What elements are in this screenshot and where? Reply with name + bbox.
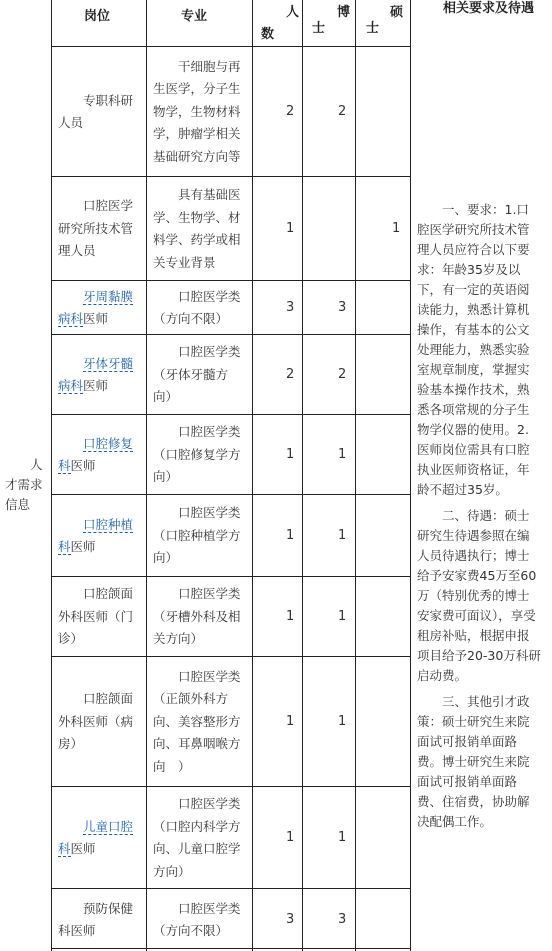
requirements-para-3: 三、其他引才政策：硕士研究生来院面试可报销单面路费。博士研究生来院面试可报销单面路费、住宿费，协助解决配偶工作。 — [417, 694, 530, 829]
major-text: 关方向） — [153, 631, 204, 647]
count-value: 1 — [286, 221, 295, 236]
major-text: 向、美容整形方 — [153, 713, 241, 729]
major-text: 口腔医学类 — [178, 668, 241, 684]
position-suffix: 医师 — [70, 458, 96, 473]
vline-major — [252, 0, 253, 951]
position-text: 口腔颌面 — [83, 691, 134, 707]
master-value: 1 — [392, 221, 401, 236]
position-cell — [58, 286, 144, 331]
position-text: 外科医师（门 — [58, 608, 134, 624]
major-text: 学、生物学、材 — [153, 209, 241, 225]
requirements-para-1: 一、要求：1.口腔医学研究所技术管理人员应符合以下要求：年龄35岁及以下，有一定的英语阅读能力，熟悉计算机操作，有基本的公文处理能力，熟悉实验室规章制度，掌握实验基本操作技术，熟悉各项常规的分子生物学仪器的使用。2.医师岗位需具有口腔执业医师资格证，年龄不超过35岁。 — [417, 202, 530, 497]
position-text: 口腔医学 — [83, 198, 134, 214]
position-cell — [58, 353, 144, 398]
position-suffix: 医师 — [83, 311, 109, 326]
major-text: 方向） — [153, 863, 191, 879]
position-link[interactable]: 科 — [58, 458, 71, 473]
major-text: （牙槽外科及相 — [153, 608, 241, 624]
major-cell — [153, 502, 250, 570]
position-suffix: 医师 — [70, 841, 96, 856]
position-suffix: 医师 — [70, 539, 96, 554]
major-text: （口腔修复学方 — [153, 446, 241, 462]
phd-value: 1 — [338, 528, 347, 543]
position-text: 专职科研 — [83, 92, 134, 108]
count-value: 1 — [286, 714, 295, 729]
phd-value: 3 — [338, 300, 347, 315]
phd-value: 3 — [338, 912, 347, 927]
major-text: （牙体牙髓方 — [153, 366, 229, 382]
position-link[interactable]: 科 — [58, 539, 71, 554]
position-text: 口腔颌面 — [83, 586, 134, 602]
section-label-2: 才需求 — [5, 477, 43, 492]
major-cell — [153, 793, 250, 883]
position-text: 人员 — [58, 115, 84, 130]
major-text: 学，肿瘤学相关 — [153, 126, 241, 142]
position-cell — [58, 816, 144, 861]
major-text: （方向不限） — [153, 923, 229, 938]
header-count-2: 数 — [261, 27, 275, 42]
vline-master — [410, 0, 411, 951]
major-text: 向） — [153, 389, 179, 405]
phd-value: 1 — [338, 830, 347, 845]
position-text: 理人员 — [58, 243, 96, 259]
position-link[interactable]: 病科 — [58, 311, 84, 326]
major-cell — [153, 286, 250, 331]
major-text: 口腔医学类 — [178, 505, 241, 521]
major-text: 料学、药学或相 — [153, 232, 241, 247]
hline-bottom — [51, 948, 410, 949]
hline-row — [51, 576, 410, 577]
major-text: 干细胞与再 — [178, 58, 241, 74]
hline-row — [51, 414, 410, 415]
position-cell — [58, 90, 144, 135]
phd-value: 1 — [338, 447, 347, 462]
position-cell — [58, 195, 144, 263]
count-value: 1 — [286, 609, 295, 624]
major-text: 向、耳鼻咽喉方 — [153, 736, 241, 752]
position-text: 房） — [58, 736, 84, 752]
position-text: 科医师 — [58, 923, 96, 938]
count-value: 1 — [286, 830, 295, 845]
major-text: （正颌外科方 — [153, 691, 229, 707]
major-cell — [153, 341, 250, 409]
major-text: 口腔医学类 — [178, 288, 241, 304]
hline-row — [51, 176, 410, 177]
major-text: 基础研究方向等 — [153, 148, 241, 164]
vline-phd — [355, 0, 356, 951]
major-text: 向） — [153, 469, 179, 485]
major-text: 关专业背景 — [153, 254, 216, 270]
position-text: 外科医师（病 — [58, 713, 134, 729]
position-cell — [58, 514, 144, 559]
position-text: 诊） — [58, 631, 84, 647]
major-text: 向、儿童口腔学 — [153, 841, 241, 856]
header-phd-1: 博 — [337, 5, 351, 20]
major-cell — [153, 666, 250, 779]
header-phd-2: 士 — [312, 21, 326, 36]
major-cell — [153, 184, 250, 274]
section-label-3: 信息 — [5, 497, 31, 512]
hline-row — [51, 494, 410, 495]
major-text: 口腔医学类 — [178, 900, 241, 916]
header-position: 岗位 — [84, 9, 111, 24]
count-value: 3 — [286, 300, 295, 315]
major-text: 物学，生物材料 — [153, 103, 241, 119]
header-master-2: 士 — [366, 21, 380, 36]
phd-value: 1 — [338, 714, 347, 729]
requirements-panel — [417, 200, 541, 838]
position-text: 研究所技术管 — [58, 220, 134, 236]
position-link[interactable]: 口腔修复 — [83, 435, 134, 451]
header-master-1: 硕 — [390, 5, 404, 20]
position-link[interactable]: 牙体牙髓 — [83, 355, 134, 371]
major-text: 向 ） — [153, 758, 191, 774]
section-label-1: 人 — [30, 457, 43, 472]
major-text: 口腔医学类 — [178, 586, 241, 602]
position-link[interactable]: 病科 — [58, 378, 84, 393]
hline-row — [51, 656, 410, 657]
position-cell — [58, 433, 144, 478]
major-cell — [153, 583, 250, 651]
count-value: 2 — [286, 104, 295, 119]
vline-count — [302, 0, 303, 951]
vline-pos — [146, 0, 147, 951]
header-count-1: 人 — [286, 5, 300, 20]
position-link[interactable]: 口腔种植 — [83, 516, 134, 532]
requirements-para-2: 二、待遇：硕士研究生待遇参照在编人员待遇执行；博士给予安家费45万至60万（特别优秀的博士安家费可面议），享受租房补贴，根据申报项目给予20-30万科研启动费。 — [417, 508, 541, 683]
vline-left — [51, 0, 52, 951]
major-text: （口腔内科学方 — [153, 818, 241, 834]
major-text: 具有基础医 — [178, 187, 241, 202]
major-text: （口腔种植学方 — [153, 527, 241, 543]
major-cell — [153, 56, 250, 169]
position-link[interactable]: 牙周黏膜 — [83, 288, 134, 304]
hline-row — [51, 280, 410, 281]
phd-value: 1 — [338, 609, 347, 624]
position-link[interactable]: 儿童口腔 — [83, 818, 134, 834]
position-cell — [58, 898, 144, 943]
phd-value: 2 — [338, 104, 347, 119]
hline-row — [51, 786, 410, 787]
hline-header — [51, 46, 410, 47]
major-text: 生医学，分子生 — [153, 81, 241, 97]
position-link[interactable]: 科 — [58, 841, 71, 856]
hline-row — [51, 334, 410, 335]
count-value: 2 — [286, 367, 295, 382]
count-value: 1 — [286, 528, 295, 543]
position-cell — [58, 688, 144, 756]
major-text: 口腔医学类 — [178, 796, 241, 811]
count-value: 1 — [286, 447, 295, 462]
header-requirements: 相关要求及待遇 — [443, 1, 535, 16]
position-text: 预防保健 — [83, 900, 134, 916]
hline-row — [51, 888, 410, 889]
phd-value: 2 — [338, 367, 347, 382]
major-text: 向） — [153, 550, 179, 566]
position-cell — [58, 583, 144, 651]
header-major: 专业 — [181, 9, 208, 24]
major-text: 口腔医学类 — [178, 424, 241, 440]
major-text: 口腔医学类 — [178, 344, 241, 360]
major-text: （方向不限） — [153, 311, 229, 326]
major-cell — [153, 421, 250, 489]
position-suffix: 医师 — [83, 378, 109, 393]
major-cell — [153, 898, 250, 943]
count-value: 3 — [286, 912, 295, 927]
